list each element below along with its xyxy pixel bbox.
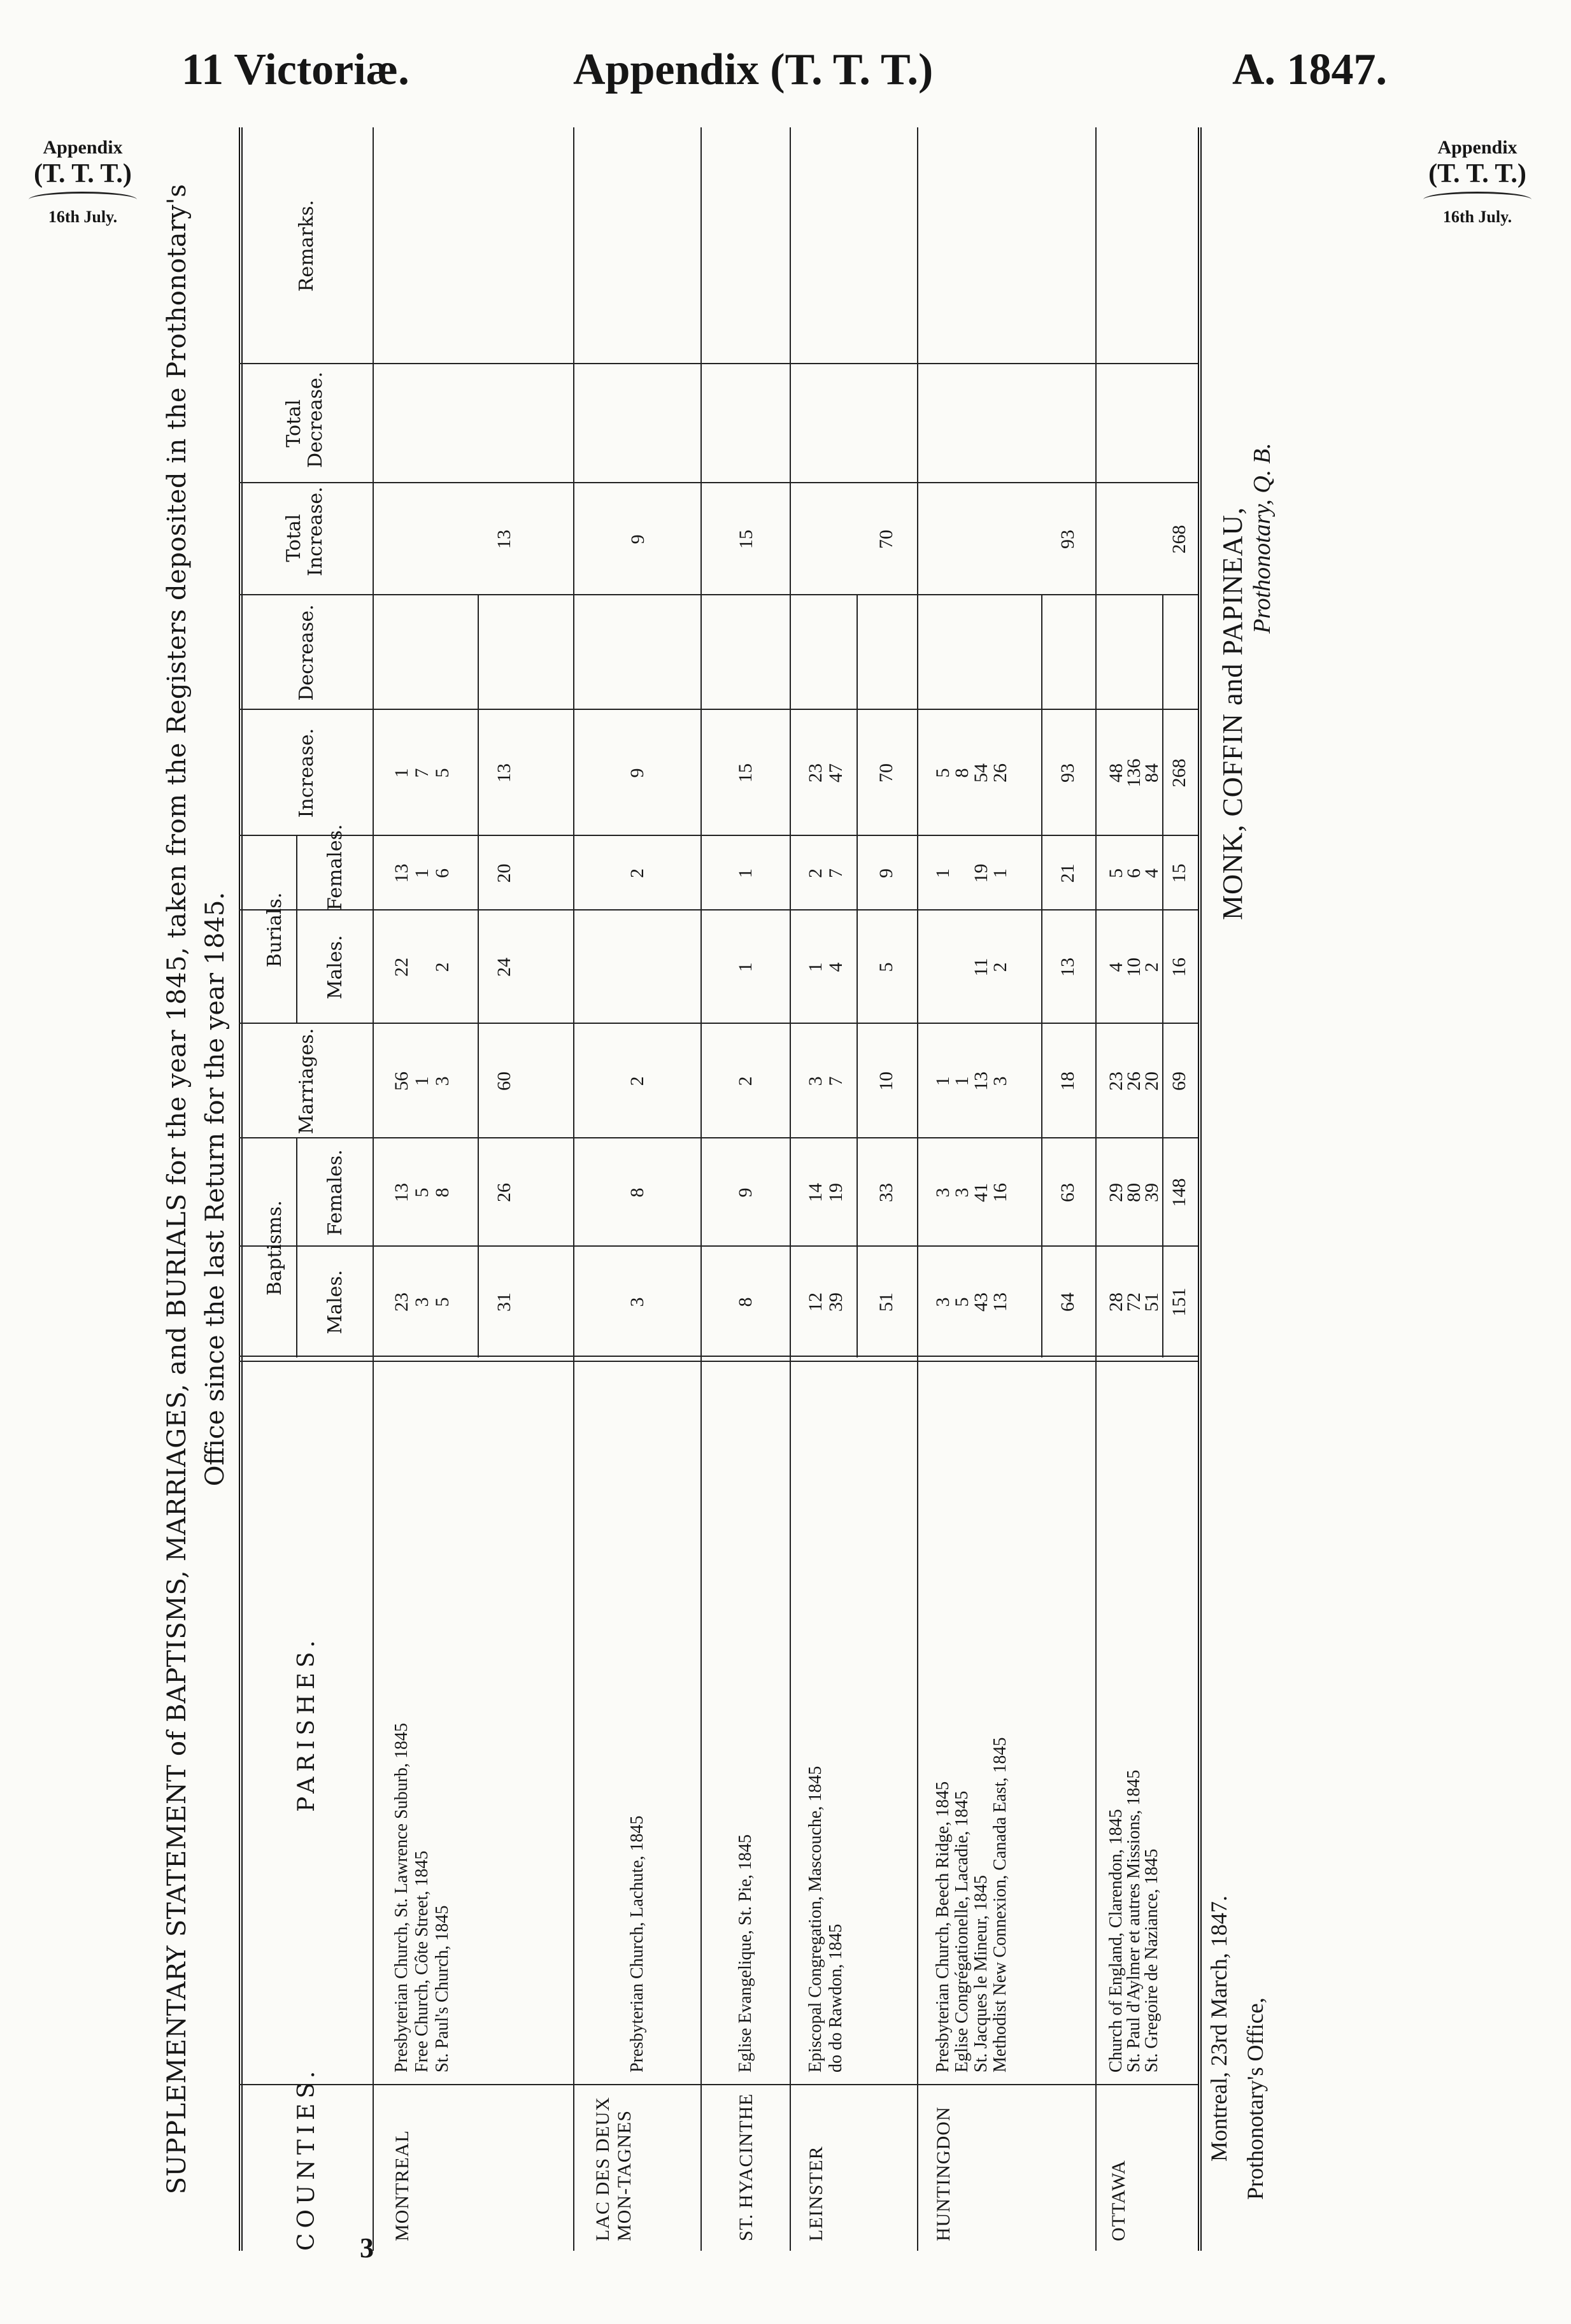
cell-bap-males: 51 bbox=[1141, 1293, 1162, 1312]
cell-bur-males: 10 bbox=[1123, 958, 1144, 977]
col-total-decrease: Total Decrease. bbox=[283, 371, 327, 468]
county-separator bbox=[700, 127, 702, 2251]
total-bur-females: 9 bbox=[876, 868, 897, 878]
margin-note-line3: 16th July. bbox=[48, 208, 118, 226]
total-increase: 70 bbox=[876, 763, 897, 783]
cell-bur-females: 2 bbox=[805, 868, 826, 878]
col-divider-double bbox=[239, 1356, 1198, 1362]
parish-name: Presbyterian Church, Lachute, 1845 bbox=[627, 1815, 647, 2072]
county-name-huntingdon: HUNTINGDON bbox=[933, 2106, 954, 2241]
cell-increase: 7 bbox=[411, 768, 432, 778]
total-marriages: 60 bbox=[494, 1072, 515, 1091]
col-divider bbox=[239, 363, 1198, 364]
col-divider bbox=[239, 835, 1198, 836]
cell-marriages: 1 bbox=[951, 1076, 972, 1086]
parish-name: Methodist New Connexion, Canada East, 1845 bbox=[990, 1737, 1010, 2072]
col-baptisms: Baptisms. bbox=[264, 1200, 286, 1296]
cell-bap-males: 3 bbox=[932, 1297, 953, 1307]
total-bap-males: 31 bbox=[494, 1293, 515, 1312]
col-divider bbox=[239, 2084, 1198, 2085]
margin-note-line1: Appendix bbox=[1437, 137, 1518, 158]
col-remarks: Remarks. bbox=[295, 199, 318, 292]
col-divider bbox=[239, 482, 1198, 483]
statement-rotated bbox=[137, 127, 1283, 2251]
cell-bur-males: 1 bbox=[805, 962, 826, 972]
parish-name: Free Church, Côte Street, 1845 bbox=[412, 1850, 432, 2072]
margin-brace bbox=[29, 192, 137, 208]
total-bur-males: 5 bbox=[876, 962, 897, 972]
cell-marriages: 23 bbox=[1105, 1072, 1127, 1091]
col-divider bbox=[239, 1137, 1198, 1138]
cell-marriages: 13 bbox=[970, 1072, 992, 1091]
col-baptisms-females: Females. bbox=[324, 1149, 346, 1236]
cell-bap-females: 16 bbox=[990, 1183, 1011, 1202]
cell-bur-males: 11 bbox=[970, 958, 992, 977]
cell-marriages: 1 bbox=[411, 1076, 432, 1086]
cell-bap-females: 41 bbox=[970, 1183, 992, 1202]
total-increase-county: 13 bbox=[494, 530, 515, 549]
cell-marriages: 20 bbox=[1141, 1072, 1162, 1091]
col-marriages: Marriages. bbox=[295, 1028, 318, 1135]
cell-marriages: 1 bbox=[932, 1076, 953, 1086]
total-increase: 13 bbox=[494, 763, 515, 783]
cell-bur-males: 22 bbox=[391, 958, 412, 977]
cell-increase: 15 bbox=[735, 763, 756, 783]
parish-name: Church of England, Clarendon, 1845 bbox=[1106, 1809, 1126, 2072]
cell-marriages: 3 bbox=[432, 1076, 453, 1086]
statement-title: SUPPLEMENTARY STATEMENT of BAPTISMS, MARRIAGES, and BURIALS for the year 1845, taken from the Registers deposited in the Prothonotary's bbox=[162, 183, 192, 2195]
county-name-lac-des-deux-montagnes: LAC DES DEUX MON-TAGNES bbox=[592, 2097, 635, 2241]
statement-subtitle: Office since the last Return for the year 1845. bbox=[201, 891, 230, 1487]
cell-bap-males: 43 bbox=[970, 1293, 992, 1312]
baptisms-subrule bbox=[296, 1138, 297, 1357]
office-line1: Prothonotary's Office, bbox=[1242, 1997, 1268, 2200]
office-line2: Montreal, 23rd March, 1847. bbox=[1206, 1895, 1232, 2162]
cell-increase: 136 bbox=[1123, 758, 1144, 788]
col-baptisms-males: Males. bbox=[324, 1270, 346, 1335]
header-rule bbox=[373, 127, 374, 2251]
total-increase: 268 bbox=[1169, 758, 1190, 788]
cell-bur-males: 2 bbox=[990, 962, 1011, 972]
total-bur-males: 24 bbox=[494, 958, 515, 977]
county-separator bbox=[1095, 127, 1097, 2251]
total-bur-females: 21 bbox=[1057, 863, 1078, 883]
cell-bur-females: 7 bbox=[825, 868, 846, 878]
cell-bap-females: 9 bbox=[735, 1187, 756, 1198]
total-marriages: 10 bbox=[876, 1072, 897, 1091]
col-divider bbox=[239, 709, 1198, 710]
cell-bap-males: 3 bbox=[627, 1297, 648, 1307]
burials-subrule bbox=[296, 836, 297, 1024]
subtotal-rule bbox=[857, 595, 858, 1357]
cell-bap-females: 39 bbox=[1141, 1183, 1162, 1202]
cell-increase: 5 bbox=[932, 768, 953, 778]
total-bap-males: 64 bbox=[1057, 1293, 1078, 1312]
margin-note-left bbox=[19, 137, 146, 227]
cell-bur-females: 6 bbox=[1123, 868, 1144, 878]
cell-bap-males: 3 bbox=[411, 1297, 432, 1307]
cell-bap-males: 13 bbox=[990, 1293, 1011, 1312]
total-marriages: 18 bbox=[1057, 1072, 1078, 1091]
parish-name: Episcopal Congregation, Mascouche, 1845 bbox=[806, 1766, 825, 2072]
cell-bap-males: 23 bbox=[391, 1293, 412, 1312]
year-header: A. 1847. bbox=[1232, 45, 1388, 94]
col-divider bbox=[239, 594, 1198, 595]
cell-bap-males: 28 bbox=[1105, 1293, 1127, 1312]
cell-bap-females: 8 bbox=[432, 1187, 453, 1198]
county-name-st-hyacinthe: ST. HYACINTHE bbox=[736, 2093, 757, 2241]
parish-name: St. Paul's Church, 1845 bbox=[432, 1905, 452, 2072]
signature-names: MONK, COFFIN and PAPINEAU, bbox=[1217, 506, 1248, 920]
col-burials-females: Females. bbox=[324, 824, 346, 910]
cell-bur-females: 1 bbox=[990, 868, 1011, 878]
total-bap-males: 51 bbox=[876, 1293, 897, 1312]
cell-marriages: 2 bbox=[735, 1076, 756, 1086]
parish-name: Presbyterian Church, Beech Ridge, 1845 bbox=[933, 1781, 953, 2072]
cell-marriages: 7 bbox=[825, 1076, 846, 1086]
cell-bur-females: 1 bbox=[411, 868, 432, 878]
cell-bap-females: 3 bbox=[932, 1187, 953, 1198]
total-bap-females: 63 bbox=[1057, 1183, 1078, 1202]
cell-bap-males: 5 bbox=[432, 1297, 453, 1307]
session-header: 11 Victoriæ. bbox=[181, 45, 409, 94]
cell-bur-females: 1 bbox=[735, 868, 756, 878]
total-increase-county: 9 bbox=[627, 534, 648, 544]
cell-marriages: 3 bbox=[990, 1076, 1011, 1086]
parish-name: St. Paul d'Aylmer et autres Missions, 1845 bbox=[1124, 1769, 1144, 2072]
total-bap-females: 148 bbox=[1169, 1178, 1190, 1207]
cell-marriages: 3 bbox=[805, 1076, 826, 1086]
cell-bap-females: 14 bbox=[805, 1183, 826, 1202]
col-divider bbox=[239, 909, 1198, 910]
subtotal-rule bbox=[1162, 595, 1163, 1357]
cell-increase: 23 bbox=[805, 763, 826, 783]
margin-note-line2: (T. T. T.) bbox=[34, 159, 132, 188]
county-separator bbox=[573, 127, 574, 2251]
total-bur-females: 15 bbox=[1169, 863, 1190, 883]
col-counties: COUNTIES. bbox=[294, 2065, 320, 2251]
cell-bur-males: 2 bbox=[432, 962, 453, 972]
cell-bur-females: 2 bbox=[627, 868, 648, 878]
total-increase-county: 268 bbox=[1169, 525, 1190, 554]
col-burials-males: Males. bbox=[324, 935, 346, 1000]
total-bur-females: 20 bbox=[494, 863, 515, 883]
appendix-header: Appendix (T. T. T.) bbox=[573, 45, 934, 94]
total-bur-males: 13 bbox=[1057, 958, 1078, 977]
cell-bur-males: 4 bbox=[1105, 962, 1127, 972]
cell-bap-males: 39 bbox=[825, 1293, 846, 1312]
cell-bap-males: 5 bbox=[951, 1297, 972, 1307]
county-separator bbox=[917, 127, 918, 2251]
cell-increase: 26 bbox=[990, 763, 1011, 783]
col-divider bbox=[239, 1245, 1198, 1247]
cell-increase: 8 bbox=[951, 768, 972, 778]
cell-bap-males: 12 bbox=[805, 1293, 826, 1312]
county-name-montreal: MONTREAL bbox=[392, 2130, 413, 2241]
total-bap-females: 26 bbox=[494, 1183, 515, 1202]
total-increase: 93 bbox=[1057, 763, 1078, 783]
county-name-leinster: LEINSTER bbox=[806, 2146, 827, 2241]
parish-name: Eglise Evangelique, St. Pie, 1845 bbox=[736, 1834, 755, 2072]
margin-note-right bbox=[1411, 137, 1544, 227]
parish-name: St. Gregoire de Naziance, 1845 bbox=[1142, 1848, 1162, 2072]
cell-increase: 5 bbox=[432, 768, 453, 778]
cell-increase: 48 bbox=[1105, 763, 1127, 783]
col-divider bbox=[239, 1023, 1198, 1024]
total-increase-county: 15 bbox=[736, 530, 757, 549]
cell-bur-males: 2 bbox=[1141, 962, 1162, 972]
cell-bur-females: 4 bbox=[1141, 868, 1162, 878]
total-bur-males: 16 bbox=[1169, 958, 1190, 977]
cell-bur-females: 13 bbox=[391, 863, 412, 883]
cell-bur-males: 4 bbox=[825, 962, 846, 972]
cell-marriages: 2 bbox=[627, 1076, 648, 1086]
margin-note-line3: 16th July. bbox=[1442, 208, 1512, 226]
cell-increase: 47 bbox=[825, 763, 846, 783]
cell-bap-females: 5 bbox=[411, 1187, 432, 1198]
cell-increase: 1 bbox=[391, 768, 412, 778]
subtotal-rule bbox=[1041, 595, 1042, 1357]
cell-bur-females: 6 bbox=[432, 868, 453, 878]
parish-name: do do Rawdon, 1845 bbox=[826, 1924, 846, 2072]
cell-increase: 84 bbox=[1141, 763, 1162, 783]
parish-name: Presbyterian Church, St. Lawrence Suburb, 1845 bbox=[392, 1723, 411, 2072]
col-increase: Increase. bbox=[295, 728, 318, 818]
cell-bap-males: 8 bbox=[735, 1297, 756, 1307]
parish-name: Eglise Congrégationelle, Lacadie, 1845 bbox=[952, 1790, 972, 2072]
total-increase-county: 93 bbox=[1057, 530, 1078, 549]
cell-bap-males: 72 bbox=[1123, 1293, 1144, 1312]
page-number: 3 bbox=[360, 2232, 374, 2264]
total-bap-males: 151 bbox=[1169, 1287, 1190, 1317]
total-marriages: 69 bbox=[1169, 1072, 1190, 1091]
cell-bap-females: 3 bbox=[951, 1187, 972, 1198]
cell-bur-females: 1 bbox=[932, 868, 953, 878]
subtotal-rule bbox=[478, 595, 479, 1357]
cell-bap-females: 19 bbox=[825, 1183, 846, 1202]
col-total-increase: Total Increase. bbox=[283, 486, 327, 576]
parish-name: St. Jacques le Mineur, 1845 bbox=[971, 1875, 991, 2072]
margin-brace bbox=[1423, 192, 1532, 208]
col-decrease: Decrease. bbox=[295, 604, 318, 701]
total-increase-county: 70 bbox=[876, 530, 897, 549]
col-parishes: PARISHES. bbox=[294, 1635, 320, 1812]
cell-marriages: 26 bbox=[1123, 1072, 1144, 1091]
margin-note-line2: (T. T. T.) bbox=[1428, 159, 1526, 188]
cell-increase: 9 bbox=[627, 768, 648, 778]
cell-bur-females: 19 bbox=[970, 863, 992, 883]
county-name-ottawa: OTTAWA bbox=[1108, 2160, 1129, 2241]
county-separator bbox=[790, 127, 791, 2251]
cell-bap-females: 8 bbox=[627, 1187, 648, 1198]
cell-bap-females: 80 bbox=[1123, 1183, 1144, 1202]
cell-bap-females: 13 bbox=[391, 1183, 412, 1202]
signature-title: Prothonotary, Q. B. bbox=[1249, 443, 1276, 634]
total-bap-females: 33 bbox=[876, 1183, 897, 1202]
cell-bur-females: 5 bbox=[1105, 868, 1127, 878]
cell-bur-males: 1 bbox=[735, 962, 756, 972]
cell-marriages: 56 bbox=[391, 1072, 412, 1091]
margin-note-line1: Appendix bbox=[43, 137, 123, 158]
cell-bap-females: 29 bbox=[1105, 1183, 1127, 1202]
col-burials: Burials. bbox=[264, 892, 286, 968]
cell-increase: 54 bbox=[970, 763, 992, 783]
